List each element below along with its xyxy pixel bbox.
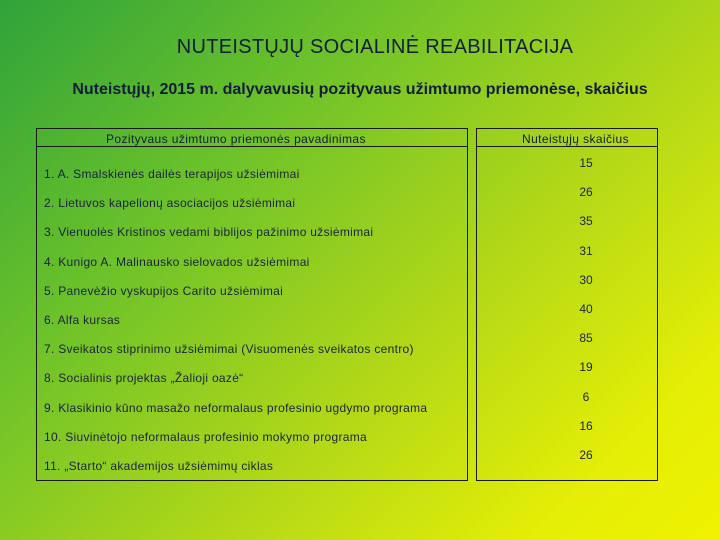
table-row-count: 40 (579, 302, 593, 316)
table-row-name: 11. „Starto“ akademijos užsiėmimų ciklas (44, 459, 274, 473)
left-header-divider (36, 146, 468, 147)
left-col-right-border (467, 128, 468, 481)
right-col-top-border (476, 128, 658, 129)
table-row-name: 9. Klasikinio kūno masažo neformalaus profesinio ugdymo programa (44, 400, 428, 415)
table-row-count: 15 (579, 156, 593, 170)
left-col-top-border (36, 128, 468, 129)
table-row-name: 5. Panevėžio vyskupijos Carito užsiėmimai (44, 283, 284, 298)
left-col-left-border (36, 128, 37, 481)
right-col-bottom-border (476, 480, 658, 481)
table-row-count: 16 (579, 418, 593, 433)
table-row-count: 31 (579, 243, 593, 258)
left-col-bottom-border (36, 480, 468, 481)
table-row-name: 2. Lietuvos kapelionų asociacijos užsiėmimai (44, 196, 296, 211)
table-row-count: 26 (579, 448, 593, 462)
participation-table (36, 128, 658, 481)
table-row-count: 30 (579, 272, 593, 287)
table-row-count: 35 (579, 214, 593, 229)
table-row-name: 6. Alfa kursas (44, 313, 121, 327)
header-count: Nuteistųjų skaičius (522, 132, 629, 146)
table-row-name: 4. Kunigo A. Malinausko sielovados užsiėmimai (44, 254, 310, 269)
table-row-name: 8. Socialinis projektas „Žalioji oazė“ (44, 371, 244, 386)
header-activity-name: Pozityvaus užimtumo priemonės pavadinimas (106, 132, 366, 146)
table-row-name: 10. Siuvinėtojo neformalaus profesinio mokymo programa (44, 429, 368, 444)
table-row-count: 6 (582, 389, 590, 404)
table-row-count: 26 (579, 185, 593, 200)
slide-subtitle: Nuteistųjų, 2015 m. dalyvavusių pozityvaus užimtumo priemonėse, skaičius (72, 81, 648, 98)
table-row-name: 3. Vienuolės Kristinos vedami biblijos pažinimo užsiėmimai (44, 225, 374, 240)
right-header-divider (476, 146, 658, 147)
right-col-right-border (657, 128, 658, 481)
slide-title: NUTEISTŲJŲ SOCIALINĖ REABILITACIJA (176, 36, 574, 58)
table-row-count: 19 (579, 360, 593, 375)
table-row-name: 7. Sveikatos stiprinimo užsiėmimai (Visuomenės sveikatos centro) (44, 342, 414, 357)
table-row-count: 85 (579, 331, 593, 346)
right-col-left-border (476, 128, 477, 481)
table-row-name: 1. A. Smalskienės dailės terapijos užsiėmimai (44, 167, 300, 181)
